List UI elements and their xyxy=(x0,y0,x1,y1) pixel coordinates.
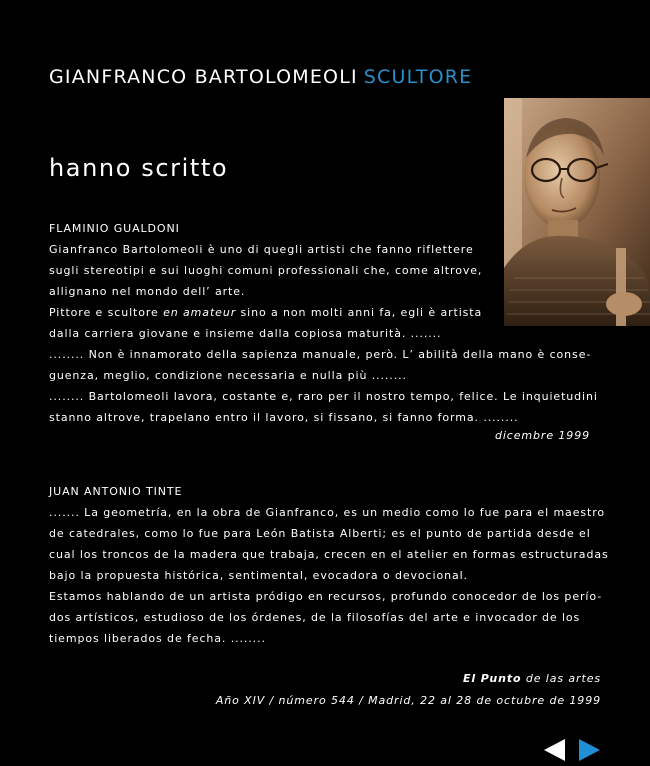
artist-name: GIANFRANCO BARTOLOMEOLI xyxy=(49,66,358,88)
text-line: tiempos liberados de fecha. ........ xyxy=(49,632,266,645)
review-gualdoni xyxy=(49,218,598,428)
text-line: sugli stereotipi e sui luoghi comuni professionali che, come altrove, xyxy=(49,264,483,277)
review-tinte xyxy=(49,481,609,649)
text-line: Gianfranco Bartolomeoli è uno di quegli artisti che fanno riflettere xyxy=(49,243,474,256)
text-line: Pittore e scultore en amateur sino a non molti anni fa, egli è artista xyxy=(49,306,483,319)
page-title: hanno scritto xyxy=(49,154,229,182)
text-line: de catedrales, como lo fue para León Batista Alberti; es el punto de partida desde el xyxy=(49,527,591,540)
site-header xyxy=(49,66,472,88)
author-name: JUAN ANTONIO TINTE xyxy=(49,485,183,498)
text-line: ....... La geometría, en la obra de Gianfranco, es un medio como lo fue para el maestro xyxy=(49,506,606,519)
author-name: FLAMINIO GUALDONI xyxy=(49,222,180,235)
citation-detail: Año XIV / número 544 / Madrid, 22 al 28 de octubre de 1999 xyxy=(215,694,601,707)
arrow-left-icon[interactable] xyxy=(543,738,567,762)
text-line: ........ Non è innamorato della sapienza manuale, però. L’ abilità della mano è conse- xyxy=(49,348,592,361)
artist-role: SCULTORE xyxy=(363,66,473,88)
text-line: stanno altrove, trapelano entro il lavoro, si fissano, si fanno forma. ........ xyxy=(49,411,519,424)
text-line: cual los troncos de la madera que trabaja, crecen en el atelier en formas estructuradas xyxy=(49,548,609,561)
citation-publication: El Punto de las artes xyxy=(462,672,601,685)
text-line: ........ Bartolomeoli lavora, costante e, raro per il nostro tempo, felice. Le inquietudini xyxy=(49,390,598,403)
text-line: Estamos hablando de un artista pródigo en recursos, profundo conocedor de los perío- xyxy=(49,590,603,603)
text-line: allignano nel mondo dell’ arte. xyxy=(49,285,246,298)
arrow-right-icon[interactable] xyxy=(577,738,601,762)
text-line: guenza, meglio, condizione necessaria e nulla più ........ xyxy=(49,369,407,382)
review-date: dicembre 1999 xyxy=(494,429,590,442)
text-line: dalla carriera giovane e insieme dalla copiosa maturità. ....... xyxy=(49,327,442,340)
text-line: bajo la propuesta histórica, sentimental, evocadora o devocional. xyxy=(49,569,468,582)
text-line: dos artísticos, estudioso de los órdenes, de la filosofías del arte e invocador de los xyxy=(49,611,581,624)
